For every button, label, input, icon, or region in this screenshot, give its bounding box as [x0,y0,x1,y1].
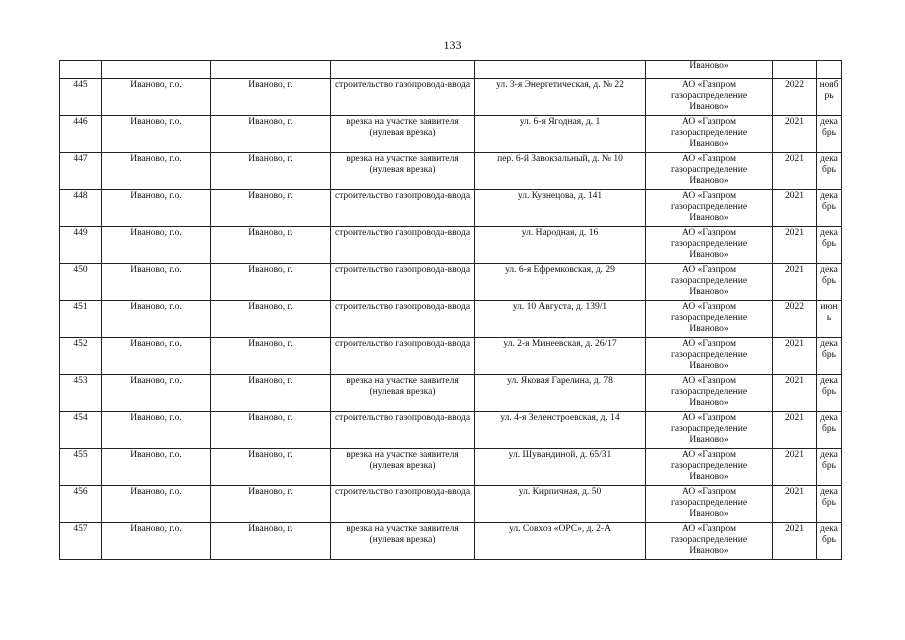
cell-year: 2021 [773,338,817,375]
cell-org [646,523,773,560]
org-line: газораспределение [670,91,748,102]
cell-month: декабрь [817,116,842,153]
cell-address: ул. 6-я Ефремковская, д. 29 [475,264,646,301]
table-row [60,153,842,190]
org-line: АО «Газпром [681,450,736,460]
cell-org [646,486,773,523]
cell-address: ул. Кирпичная, д. 50 [475,486,646,523]
table-row [60,116,842,153]
gasification-table [59,60,842,560]
cell-year: 2022 [773,79,817,116]
org-line: АО «Газпром [681,80,736,90]
cell-work: строительство газопровода-ввода [331,227,475,264]
org-line: Иваново» [689,546,729,557]
table-row [60,190,842,227]
cell-month: декабрь [817,449,842,486]
cell-num: 448 [60,190,102,227]
cell-district: Иваново, г.о. [102,227,211,264]
cell-district [102,61,211,79]
org-line: АО «Газпром [681,376,736,386]
org-line: АО «Газпром [681,302,736,312]
cell-year: 2021 [773,449,817,486]
cell-month: ноябрь [817,79,842,116]
org-line: Иваново» [689,324,729,335]
cell-org: Иваново» [646,61,773,79]
org-line: газораспределение [670,350,748,361]
cell-work: строительство газопровода-ввода [331,486,475,523]
cell-address: ул. 6-я Ягодная, д. 1 [475,116,646,153]
cell-locality: Иваново, г. [211,449,331,486]
table-row [60,523,842,560]
org-line: АО «Газпром [681,339,736,349]
cell-work: строительство газопровода-ввода [331,338,475,375]
cell-num: 446 [60,116,102,153]
cell-locality: Иваново, г. [211,301,331,338]
org-line: Иваново» [689,361,729,372]
cell-work: врезка на участке заявителя (нулевая врезка) [331,449,475,486]
org-line: газораспределение [670,424,748,435]
cell-num: 450 [60,264,102,301]
cell-year [773,61,817,79]
org-line: Иваново» [689,213,729,224]
cell-address: ул. 10 Августа, д. 139/1 [475,301,646,338]
org-line: АО «Газпром [681,265,736,275]
org-line: газораспределение [670,128,748,139]
org-line: АО «Газпром [681,487,736,497]
cell-work: врезка на участке заявителя (нулевая врезка) [331,375,475,412]
cell-work: врезка на участке заявителя (нулевая врезка) [331,523,475,560]
cell-month: июнь [817,301,842,338]
cell-month: декабрь [817,412,842,449]
cell-year: 2021 [773,227,817,264]
cell-district: Иваново, г.о. [102,79,211,116]
org-line: Иваново» [689,176,729,187]
cell-num: 449 [60,227,102,264]
cell-district: Иваново, г.о. [102,116,211,153]
cell-address: ул. Совхоз «ОРС», д. 2-А [475,523,646,560]
org-line: Иваново» [689,509,729,520]
org-line: АО «Газпром [681,191,736,201]
cell-year: 2021 [773,116,817,153]
cell-address: ул. Шувандиной, д. 65/31 [475,449,646,486]
cell-work: строительство газопровода-ввода [331,301,475,338]
cell-num: 454 [60,412,102,449]
cell-district: Иваново, г.о. [102,486,211,523]
cell-month: декабрь [817,375,842,412]
cell-org [646,412,773,449]
cell-month: декабрь [817,338,842,375]
cell-month: декабрь [817,264,842,301]
cell-locality: Иваново, г. [211,116,331,153]
cell-work: строительство газопровода-ввода [331,79,475,116]
org-line: АО «Газпром [681,154,736,164]
cell-district: Иваново, г.о. [102,301,211,338]
cell-locality: Иваново, г. [211,486,331,523]
cell-month: декабрь [817,153,842,190]
cell-address: пер. 6-й Завокзальный, д. № 10 [475,153,646,190]
org-line: Иваново» [689,287,729,298]
cell-year: 2021 [773,412,817,449]
cell-address: ул. 2-я Минеевская, д. 26/17 [475,338,646,375]
cell-year: 2021 [773,375,817,412]
org-line: Иваново» [689,139,729,150]
cell-org [646,301,773,338]
cell-locality: Иваново, г. [211,227,331,264]
cell-work: врезка на участке заявителя (нулевая врезка) [331,116,475,153]
cell-district: Иваново, г.о. [102,412,211,449]
org-line: Иваново» [689,102,729,113]
cell-locality: Иваново, г. [211,523,331,560]
cell-num: 445 [60,79,102,116]
org-line: газораспределение [670,313,748,324]
org-line: Иваново» [689,472,729,483]
table-row [60,412,842,449]
cell-work: строительство газопровода-ввода [331,264,475,301]
cell-locality: Иваново, г. [211,375,331,412]
page-number: 133 [443,38,462,52]
org-line: газораспределение [670,387,748,398]
cell-num: 457 [60,523,102,560]
org-line: АО «Газпром [681,228,736,238]
cell-num: 456 [60,486,102,523]
cell-district: Иваново, г.о. [102,153,211,190]
cell-district: Иваново, г.о. [102,338,211,375]
cell-district: Иваново, г.о. [102,523,211,560]
cell-district: Иваново, г.о. [102,264,211,301]
cell-num: 455 [60,449,102,486]
cell-year: 2021 [773,523,817,560]
cell-locality: Иваново, г. [211,412,331,449]
org-line: газораспределение [670,202,748,213]
org-line: газораспределение [670,498,748,509]
cell-year: 2021 [773,190,817,227]
cell-num: 447 [60,153,102,190]
org-line: газораспределение [670,461,748,472]
cell-work: строительство газопровода-ввода [331,412,475,449]
cell-district: Иваново, г.о. [102,449,211,486]
cell-district: Иваново, г.о. [102,375,211,412]
cell-locality: Иваново, г. [211,338,331,375]
cell-work [331,61,475,79]
cell-year: 2021 [773,264,817,301]
cell-org [646,227,773,264]
cell-locality: Иваново, г. [211,190,331,227]
org-line: газораспределение [670,239,748,250]
cell-locality [211,61,331,79]
table-row [60,375,842,412]
table-row [60,486,842,523]
cell-org [646,264,773,301]
cell-month: декабрь [817,227,842,264]
cell-org [646,153,773,190]
cell-org [646,190,773,227]
org-line: газораспределение [670,535,748,546]
cell-locality: Иваново, г. [211,79,331,116]
continuation-row [60,61,842,79]
cell-month: декабрь [817,523,842,560]
cell-address: ул. 4-я Зеленстроевская, д. 14 [475,412,646,449]
cell-work: врезка на участке заявителя (нулевая врезка) [331,153,475,190]
org-line: АО «Газпром [681,117,736,127]
table-row [60,449,842,486]
table-body [60,61,842,560]
cell-locality: Иваново, г. [211,264,331,301]
cell-org [646,375,773,412]
org-line: Иваново» [689,398,729,409]
cell-num: 451 [60,301,102,338]
cell-org [646,79,773,116]
table-row [60,338,842,375]
cell-address: ул. 3-я Энергетическая, д. № 22 [475,79,646,116]
table-row [60,79,842,116]
table-row [60,227,842,264]
cell-num: 452 [60,338,102,375]
org-line: газораспределение [670,276,748,287]
cell-year: 2021 [773,153,817,190]
cell-year: 2021 [773,486,817,523]
cell-org [646,449,773,486]
cell-org [646,116,773,153]
table-row [60,301,842,338]
cell-num [60,61,102,79]
cell-address [475,61,646,79]
cell-month: декабрь [817,486,842,523]
cell-year: 2022 [773,301,817,338]
org-line: газораспределение [670,165,748,176]
org-line: Иваново» [689,435,729,446]
cell-num: 453 [60,375,102,412]
org-line: АО «Газпром [681,524,736,534]
cell-locality: Иваново, г. [211,153,331,190]
cell-work: строительство газопровода-ввода [331,190,475,227]
cell-address: ул. Яковая Гарелина, д. 78 [475,375,646,412]
cell-org [646,338,773,375]
cell-district: Иваново, г.о. [102,190,211,227]
table-row [60,264,842,301]
cell-month: декабрь [817,190,842,227]
org-line: Иваново» [689,250,729,261]
cell-address: ул. Народная, д. 16 [475,227,646,264]
cell-month [817,61,842,79]
org-line: АО «Газпром [681,413,736,423]
cell-address: ул. Кузнецова, д. 141 [475,190,646,227]
